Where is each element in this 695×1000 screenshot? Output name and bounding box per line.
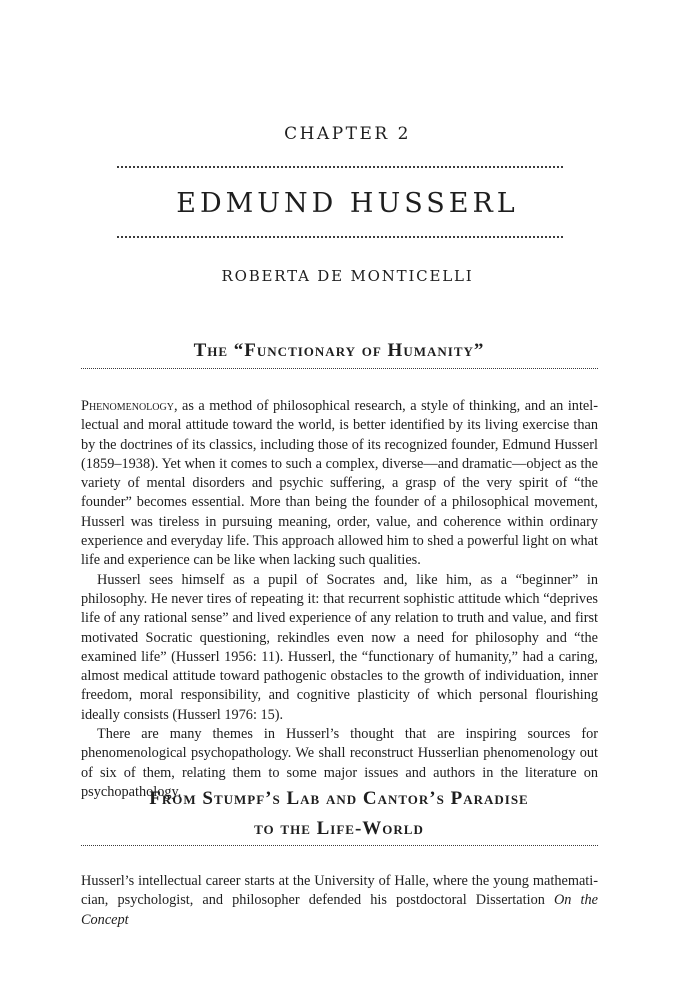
section-heading-stumpf xyxy=(80,784,598,844)
chapter-rule-top xyxy=(117,166,563,168)
chapter-author: ROBERTA DE MONTICELLI xyxy=(221,267,474,285)
section-rule-functionary xyxy=(81,368,598,369)
paragraph-text: Husserl’s intellectual career starts at the University of Halle, where the young mathematician, psychologist, and philosopher defended his postdoctoral Dissertation xyxy=(81,873,598,909)
paragraph-lead: Phenomenology, xyxy=(81,398,178,414)
paragraph xyxy=(81,397,598,571)
section-rule-stumpf xyxy=(81,845,598,846)
section-heading-line: to the Life-World xyxy=(254,818,424,839)
paragraph xyxy=(81,872,598,930)
paragraph: There are many themes in Husserl’s thought that are inspiring sources for phenomenological psychopathology. We shall reconstruct Husserlian phenomenology out of six of them, relating them to some major issues and authors in the literature on psychopathology. xyxy=(81,726,598,800)
chapter-rule-bottom xyxy=(117,236,563,238)
paragraph-text: as a method of philosophical research, a style of thinking, and an intellectual and moral attitude toward the world, is better identified by its living exercise than by the doctrines of its classics, including those of its recognized founder, Edmund Husserl (1859–1938). Yet when it comes to such a complex, diverse—and dramatic—object as the variety of mental disorders and psychic suffering, a grasp of the very spirit of “the founder” becomes essential. More than being the founder of a philosophical movement, Husserl was tireless in pursuing meaning, order, value, and coherence within ordinary experience and everyday life. This approach allowed him to shed a powerful light on what life and experience can be like when lacking such qualities. xyxy=(81,398,598,569)
section-body-functionary xyxy=(81,397,598,802)
section-heading-functionary: The “Functionary of Humanity” xyxy=(193,340,485,361)
paragraph-italic-title: On the Concept xyxy=(81,892,598,928)
chapter-label: CHAPTER 2 xyxy=(284,124,411,144)
section-body-stumpf xyxy=(81,872,598,930)
section-heading-line: From Stumpf’s Lab and Cantor’s Paradise xyxy=(149,788,529,809)
chapter-title: EDMUND HUSSERL xyxy=(176,188,519,219)
paragraph: Husserl sees himself as a pupil of Socrates and, like him, as a “beginner” in philosophy. He never tires of repeating it: that recurrent sophistic attitude which “deprives life of any rational sense” and lived experience of any relation to truth and value, and first motivated Socratic questioning, rekindles even now a need for philosophy and “the examined life” (Husserl 1956: 11). Husserl, the “functionary of humanity,” had a caring, almost medical attitude toward pathogenic obstacles to the growth of individuation, inner freedom, moral responsibility, and cognitive plasticity of which personal flourishing ideally consists (Husserl 1976: 15). xyxy=(81,571,598,723)
